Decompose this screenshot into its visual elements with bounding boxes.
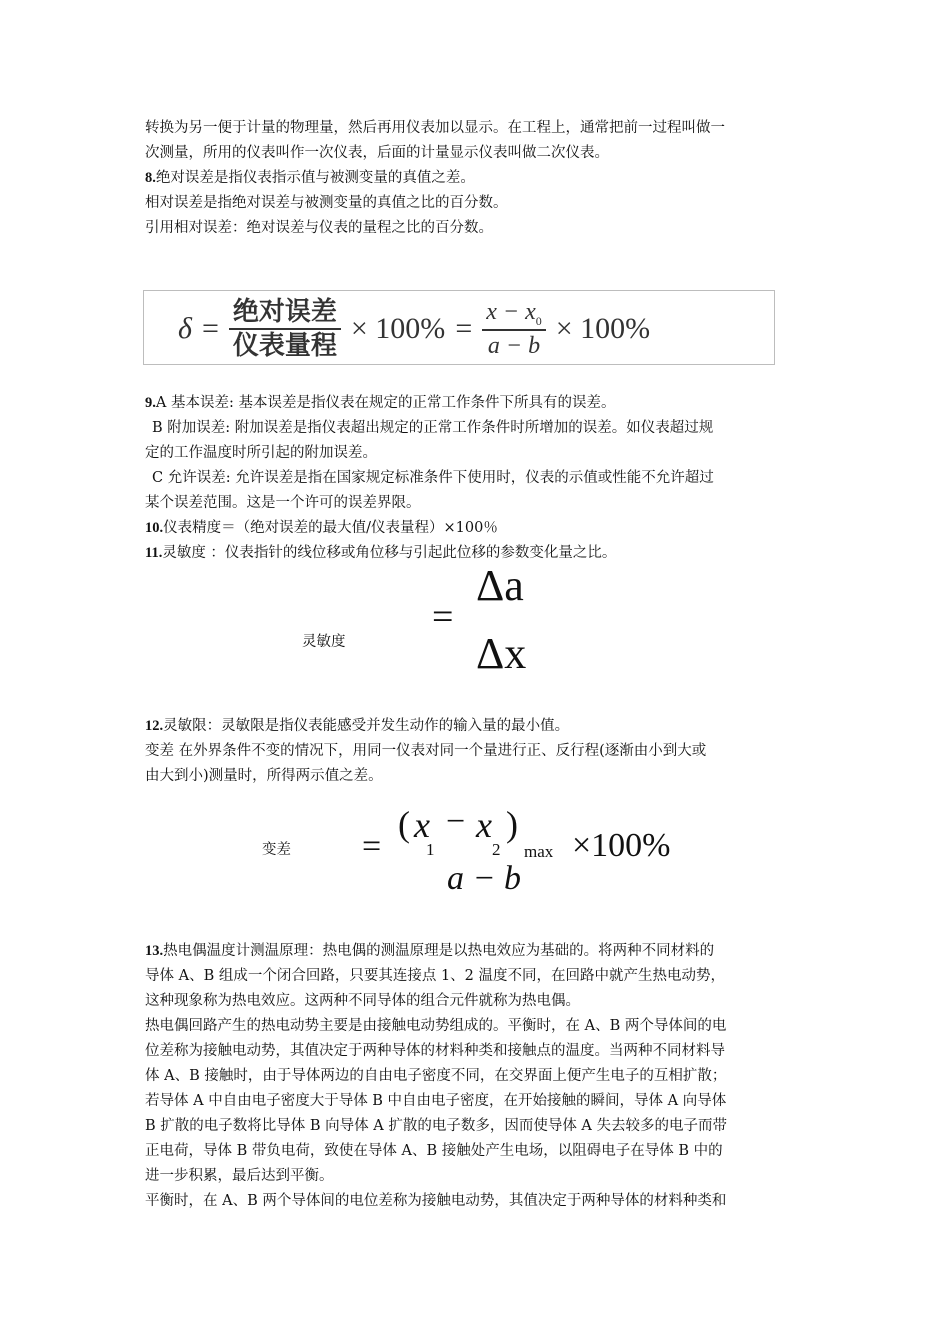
item-10-number: 10. [145, 520, 164, 536]
item-12 [145, 716, 569, 736]
variation-paren-close: ) [506, 804, 518, 844]
item-9a [145, 393, 615, 413]
formula-delta-symbol: δ [178, 312, 192, 345]
item-9-number: 9. [145, 395, 156, 411]
item-11-number: 11. [145, 545, 163, 561]
thermo-paragraph-line-2: 位差称为接触电动势，其值决定于两种导体的材料种类和接触点的温度。当两种不同材料导 [145, 1043, 725, 1059]
intro-line-1: 转换为另一便于计量的物理量，然后再用仪表加以显示。在工程上，通常把前一过程叫做一 [145, 120, 725, 136]
item-9c-line-2: 某个误差范围。这是一个许可的误差界限。 [145, 495, 421, 511]
formula-equals-2: = [455, 312, 473, 345]
variation-line-2: 由大到小)测量时，所得两示值之差。 [145, 768, 383, 784]
item-12-text: 灵敏限：灵敏限是指仪表能感受并发生动作的输入量的最小值。 [163, 718, 570, 734]
formula-fraction-x [482, 300, 546, 359]
thermo-paragraph-line-4: 若导体 A 中自由电子密度大于导体 B 中自由电子密度，在开始接触的瞬间，导体 A 向导体 [145, 1093, 727, 1109]
relative-error-line: 相对误差是指绝对误差与被测变量的真值之比的百分数。 [145, 195, 508, 211]
sensitivity-equals: = [432, 596, 454, 638]
sensitivity-numerator: Δa [476, 561, 524, 610]
item-8 [145, 168, 475, 188]
thermo-paragraph-line-7: 进一步积累，最后达到平衡。 [145, 1168, 334, 1184]
variation-subscript-2: 2 [492, 840, 501, 859]
variation-equals: = [362, 828, 382, 865]
variation-max: max [524, 842, 554, 861]
reference-error-line: 引用相对误差：绝对误差与仪表的量程之比的百分数。 [145, 220, 493, 236]
formula-numerator-x: $x - x_0$ [482, 300, 546, 332]
item-10-text: 仪表精度＝（绝对误差的最大值/仪表量程）×100％ [163, 520, 498, 536]
thermo-paragraph-line-1: 热电偶回路产生的热电动势主要是由接触电动势组成的。平衡时，在 A、B 两个导体间的电 [145, 1018, 727, 1034]
formula-denominator-cn: 仪表量程 [232, 331, 337, 361]
formula-numerator-cn: 绝对误差 [229, 299, 341, 330]
variation-x1: x [414, 805, 430, 845]
item-10 [145, 518, 498, 538]
item-8-number: 8. [145, 170, 156, 186]
item-8-text: 绝对误差是指仪表指示值与被测变量的真值之差。 [155, 170, 475, 186]
thermo-paragraph-line-3: 体 A、B 接触时，由于导体两边的自由电子密度不同，在交界面上便产生电子的互相扩散； [145, 1068, 727, 1084]
relative-error-formula-box [143, 290, 775, 365]
item-11-text: 灵敏度 ：仪表指针的线位移或角位移与引起此位移的参数变化量之比。 [162, 545, 617, 561]
item-9a-text: A 基本误差: 基本误差是指仪表在规定的正常工作条件下所具有的误差。 [155, 395, 616, 411]
item-9b-line-2: 定的工作温度时所引起的附加误差。 [145, 445, 377, 461]
item-9c-line-1: C 允许误差: 允许误差是指在国家规定标准条件下使用时，仪表的示值或性能不允许超过 [152, 470, 714, 486]
relative-error-formula [178, 299, 650, 359]
variation-subscript-1: 1 [426, 840, 435, 859]
variation-minus: − [446, 803, 466, 840]
variation-line-1: 变差 在外界条件不变的情况下，用同一仪表对同一个量进行正、反行程(逐渐由小到大或 [145, 743, 707, 759]
sensitivity-label: 灵敏度 [302, 634, 346, 650]
formula-subscript-0: 0 [535, 313, 542, 328]
item-13-line-1 [145, 941, 714, 961]
formula-fraction-cn [229, 299, 341, 359]
variation-label: 变差 [262, 842, 291, 858]
formula-times-100: × 100% [350, 312, 446, 345]
item-12-number: 12. [145, 718, 164, 734]
variation-times-100: ×100% [572, 827, 671, 864]
balance-paragraph-line-1: 平衡时，在 A、B 两个导体间的电位差称为接触电动势，其值决定于两种导体的材料种类和 [145, 1193, 727, 1209]
item-13-line-2: 导体 A、B 组成一个闭合回路，只要其连接点 1、2 温度不同，在回路中就产生热电动势， [145, 968, 726, 984]
intro-line-2: 次测量，所用的仪表叫作一次仪表，后面的计量显示仪表叫做二次仪表。 [145, 145, 609, 161]
item-13-number: 13. [145, 943, 164, 959]
variation-denominator: a − b [447, 860, 521, 897]
item-11 [145, 543, 616, 563]
thermo-paragraph-line-6: 正电荷，导体 B 带负电荷，致使在导体 A、B 接触处产生电场，以阻碍电子在导体 B 中的 [145, 1143, 723, 1159]
variation-paren-open: ( [398, 804, 410, 844]
item-13-line-3: 这种现象称为热电效应。这两种不同导体的组合元件就称为热电偶。 [145, 993, 580, 1009]
sensitivity-denominator: Δx [476, 629, 527, 678]
formula-equals: = [201, 312, 219, 345]
formula-denominator-ab: a − b [487, 333, 541, 360]
item-13-text: 热电偶温度计测温原理：热电偶的测温原理是以热电效应为基础的。将两种不同材料的 [163, 943, 715, 959]
thermo-paragraph-line-5: B 扩散的电子数将比导体 B 向导体 A 扩散的电子数多，因而使导体 A 失去较多的电子而带 [145, 1118, 728, 1134]
item-9b-line-1: B 附加误差: 附加误差是指仪表超出规定的正常工作条件时所增加的误差。如仪表超过规 [152, 420, 714, 436]
formula-times-100-2: × 100% [555, 312, 651, 345]
variation-x2: x [476, 805, 492, 845]
